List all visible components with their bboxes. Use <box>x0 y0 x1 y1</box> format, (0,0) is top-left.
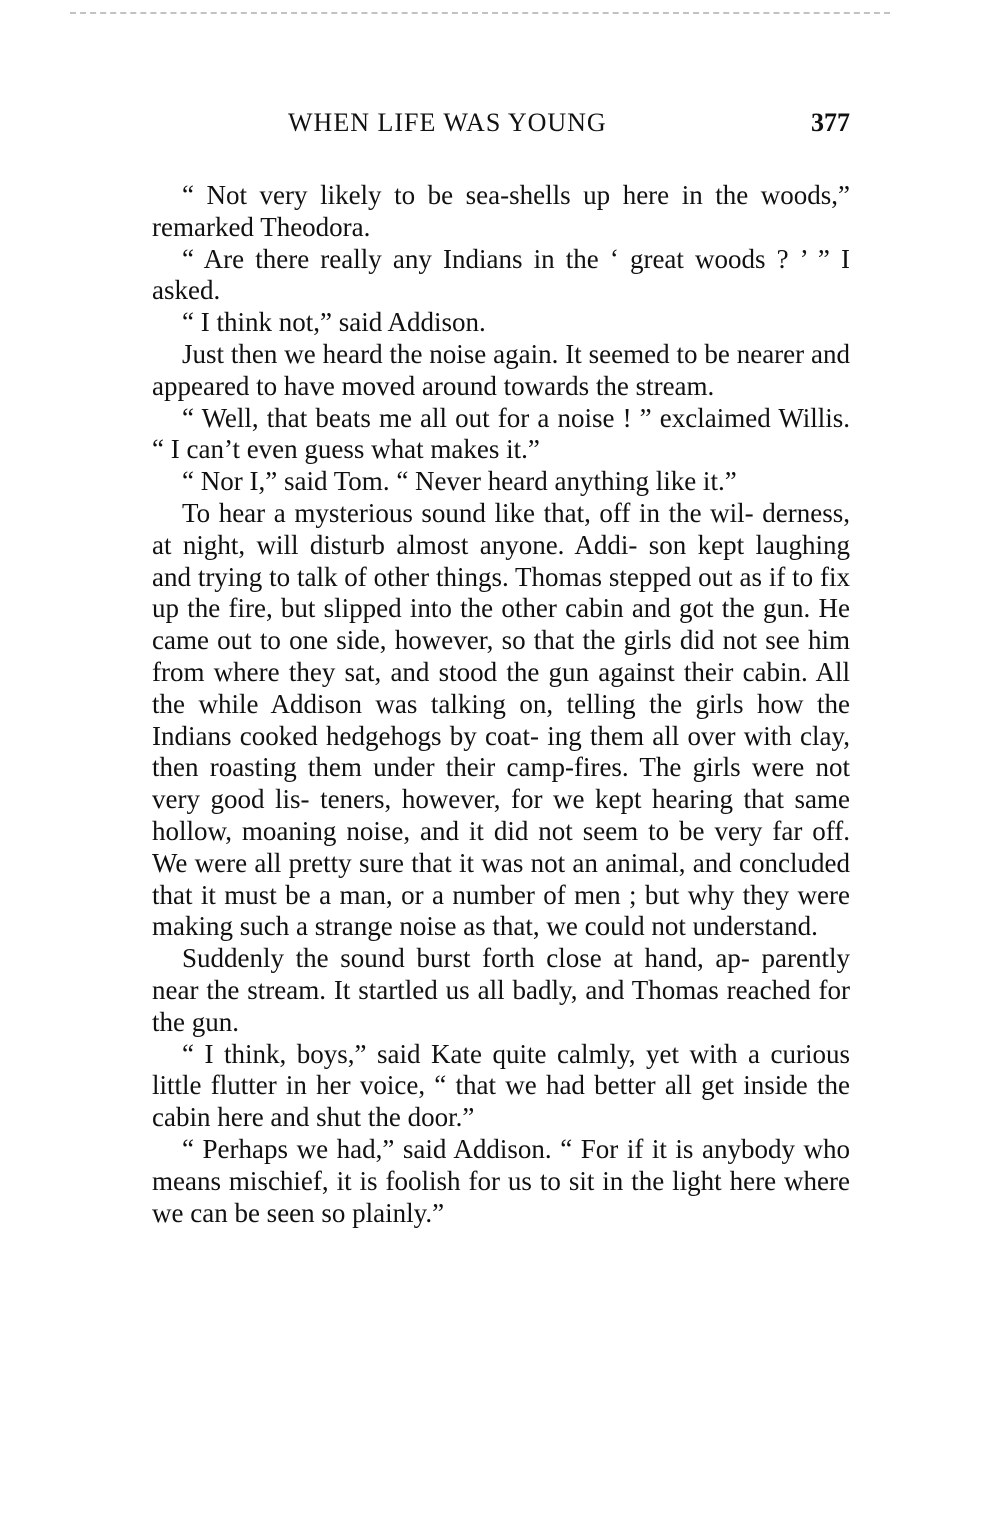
paragraph: “ Perhaps we had,” said Addison. “ For if it is anybody who means mischief, it is foolish for us to sit in the light here where we can be seen so plainly.” <box>152 1133 850 1228</box>
page-number: 377 <box>811 108 850 137</box>
paragraph: “ Well, that beats me all out for a noise ! ” exclaimed Willis. “ I can’t even guess what makes it.” <box>152 402 850 465</box>
running-title: WHEN LIFE WAS YOUNG <box>288 108 607 137</box>
paragraph: Just then we heard the noise again. It seemed to be nearer and appeared to have moved around towards the stream. <box>152 338 850 401</box>
paragraph: Suddenly the sound burst forth close at hand, ap- parently near the stream. It startled us all badly, and Thomas reached for the gun. <box>152 943 850 1037</box>
scan-edge-artifact <box>70 12 890 18</box>
body-text <box>152 180 850 1229</box>
paragraph: “ Are there really any Indians in the ‘ great woods ? ’ ” I asked. <box>152 243 850 306</box>
paragraph: “ I think not,” said Addison. <box>182 307 486 338</box>
paragraph: “ Nor I,” said Tom. “ Never heard anything like it.” <box>182 466 737 497</box>
paragraph: “ I think, boys,” said Kate quite calmly, yet with a curious little flutter in her voice, “ that we had better all get inside the cabin here and shut the door.” <box>152 1038 850 1133</box>
paragraph: “ Not very likely to be sea-shells up here in the woods,” remarked Theodora. <box>152 180 850 242</box>
running-head <box>152 108 850 152</box>
paragraph: To hear a mysterious sound like that, off in the wil- derness, at night, will disturb almost anyone. Addi- son kept laughing and trying to talk of other things. Thomas stepped out as if to fix up the fire, but slipped into the other cabin and got the gun. He came out to one side, however, so that the girls did not see him from where they sat, and stood the gun against their cabin. All the while Addison was talking on, telling the girls how the Indians cooked hedgehogs by coat- ing them all over with clay, then roasting them under their camp-fires. The girls were not very good lis- teners, however, for we kept hearing that same hollow, moaning noise, and it did not seem to be very far off. We were all pretty sure that it was not an animal, and concluded that it must be a man, or a number of men ; but why they were making such a strange noise as that, we could not understand. <box>152 497 850 942</box>
